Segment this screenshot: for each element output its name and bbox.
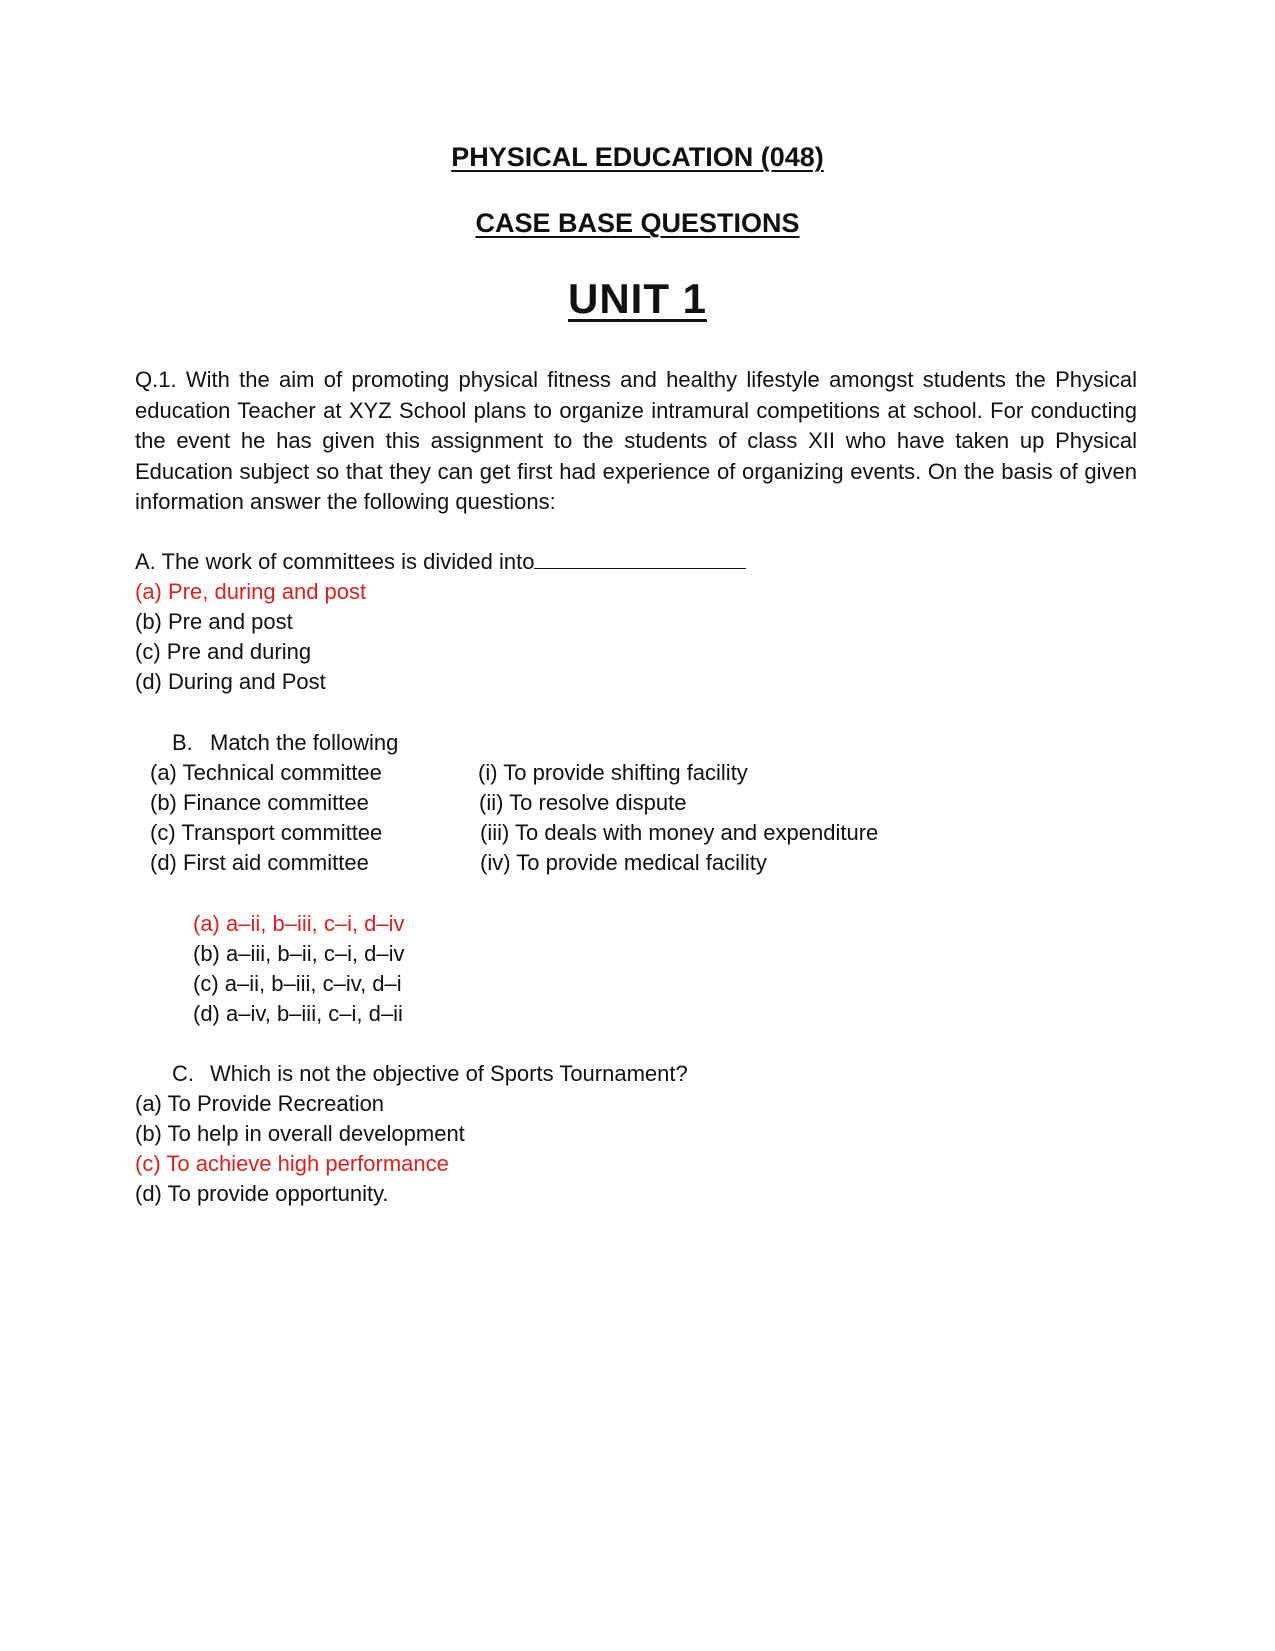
answer-blank [534,550,746,569]
part-b-stem-text: Match the following [210,730,399,755]
subject-heading: PHYSICAL EDUCATION (048) [451,142,824,172]
match-left-d: (d) First aid committee [150,850,369,875]
match-right-iii: (iii) To deals with money and expenditure [480,820,879,845]
part-c-stem-text: Which is not the objective of Sports Tournament? [210,1061,688,1086]
part-a-stem [135,548,746,576]
part-c-option-a: (a) To Provide Recreation [135,1091,385,1116]
part-a-stem-text: A. The work of committees is divided into [135,549,535,574]
part-b-option-c: (c) a–ii, b–iii, c–iv, d–i [193,971,402,996]
match-left-b: (b) Finance committee [150,790,369,815]
part-b-option-a: (a) a–ii, b–iii, c–i, d–iv [193,911,405,936]
match-right-ii: (ii) To resolve dispute [479,790,687,815]
part-a-option-b: (b) Pre and post [135,609,293,634]
match-left-c: (c) Transport committee [150,820,383,845]
part-a-option-c: (c) Pre and during [135,639,312,664]
part-c-option-d: (d) To provide opportunity. [135,1181,389,1206]
part-b-option-b: (b) a–iii, b–ii, c–i, d–iv [193,941,405,966]
part-b-letter: B. [172,730,193,755]
part-c-option-c: (c) To achieve high performance [135,1151,449,1176]
part-b-option-d: (d) a–iv, b–iii, c–i, d–ii [193,1001,403,1026]
part-c-option-b: (b) To help in overall development [135,1121,465,1146]
question-1-text: Q.1. With the aim of promoting physical fitness and healthy lifestyle amongst students the Physical education Teacher at XYZ School plans to organize intramural competitions at school. For conducting the event he has given this assignment to the students of class XII who have taken up Physical Education subject so that they can get first had experience of organizing events. On the basis of given information answer the following questions: [135,367,1137,514]
question-type-heading: CASE BASE QUESTIONS [475,208,800,238]
match-right-iv: (iv) To provide medical facility [480,850,767,875]
part-b-stem [172,729,398,757]
part-c-stem [172,1060,688,1088]
part-a-option-a: (a) Pre, during and post [135,579,367,604]
part-c-letter: C. [172,1061,194,1086]
unit-heading: UNIT 1 [567,275,707,322]
match-left-a: (a) Technical committee [150,760,382,785]
part-a-option-d: (d) During and Post [135,669,326,694]
match-right-i: (i) To provide shifting facility [478,760,748,785]
